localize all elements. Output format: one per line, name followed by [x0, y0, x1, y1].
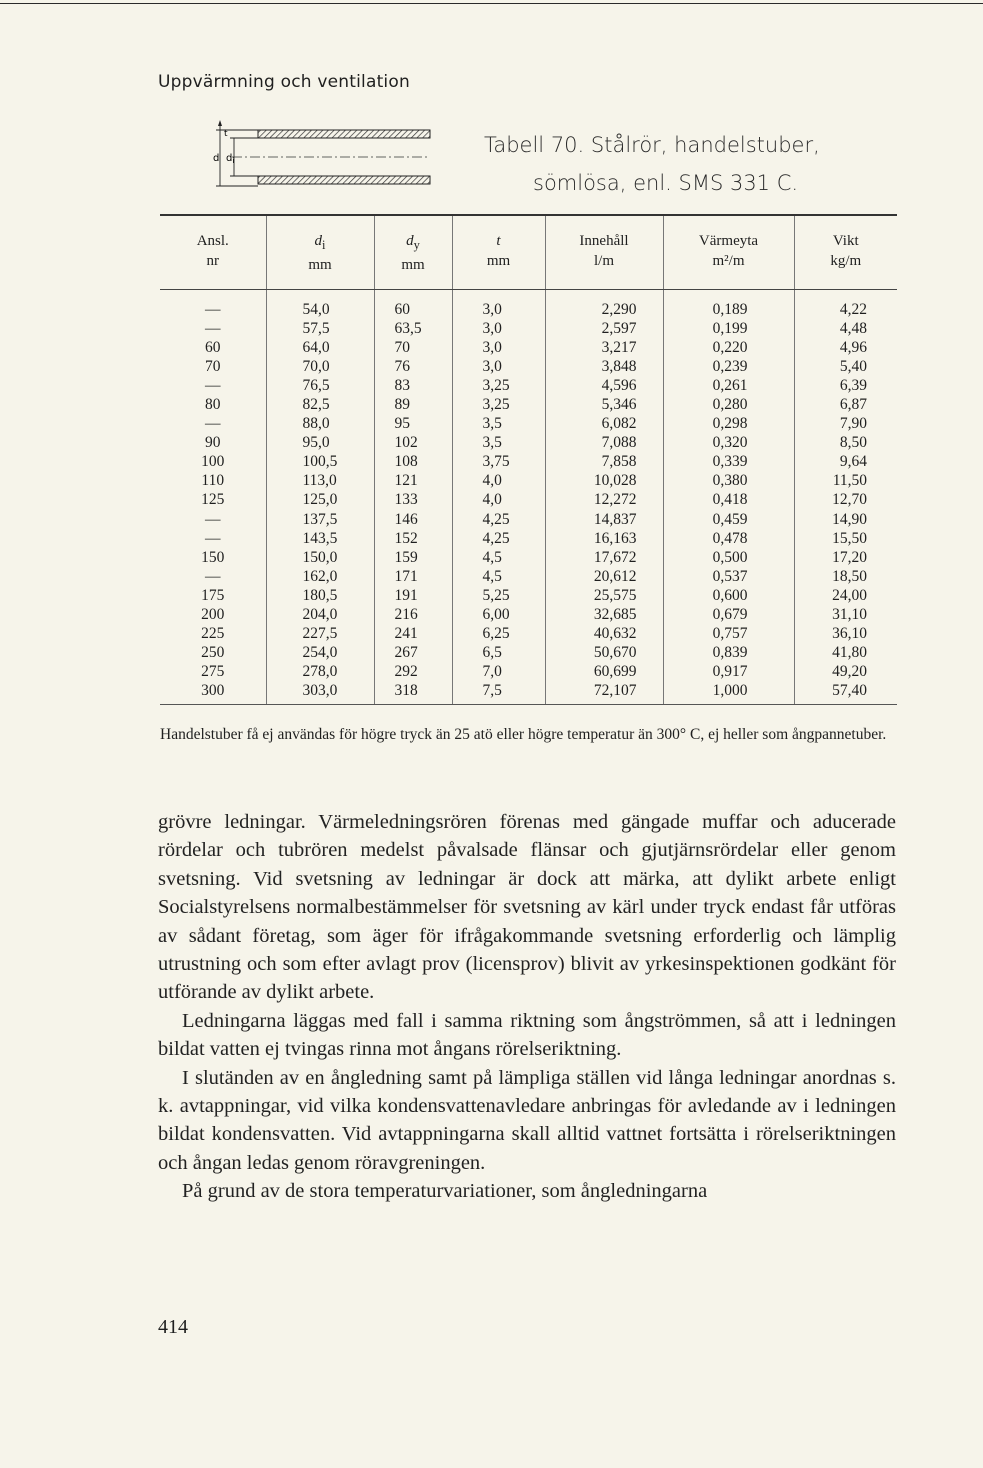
cell-outer-diameter: 70: [374, 338, 452, 357]
cell-outer-diameter: 159: [374, 548, 452, 567]
cell-inner-diameter: 64,0: [266, 338, 374, 357]
cell-inner-diameter: 76,5: [266, 376, 374, 395]
cell-outer-diameter: 146: [374, 510, 452, 529]
cell-weight: 41,80: [794, 643, 897, 662]
table-row: [160, 376, 897, 395]
cell-wall-thickness: 5,25: [452, 586, 545, 605]
cell-heating-surface: 0,459: [663, 510, 794, 529]
cell-wall-thickness: 3,25: [452, 376, 545, 395]
cell-weight: 8,50: [794, 433, 897, 452]
cell-inner-diameter: 82,5: [266, 395, 374, 414]
cell-inner-diameter: 278,0: [266, 662, 374, 681]
cell-weight: 15,50: [794, 529, 897, 548]
cell-heating-surface: 1,000: [663, 681, 794, 705]
cell-heating-surface: 0,298: [663, 414, 794, 433]
cell-heating-surface: 0,757: [663, 624, 794, 643]
table-row: [160, 471, 897, 490]
table-caption: [484, 126, 864, 202]
cell-inner-diameter: 162,0: [266, 567, 374, 586]
cell-ansl-nr: 300: [160, 681, 266, 705]
col-header-di: $d_i$ mm: [266, 215, 374, 290]
cell-weight: 5,40: [794, 357, 897, 376]
table-row: [160, 395, 897, 414]
cell-outer-diameter: 63,5: [374, 319, 452, 338]
cell-ansl-nr: 70: [205, 358, 221, 376]
cell-weight: 6,39: [794, 376, 897, 395]
cell-volume: 5,346: [545, 395, 663, 414]
cell-ansl-nr: —: [205, 301, 221, 319]
cell-outer-diameter: 76: [374, 357, 452, 376]
cell-volume: 72,107: [545, 681, 663, 705]
cell-weight: 4,96: [794, 338, 897, 357]
cell-inner-diameter: 125,0: [266, 490, 374, 509]
col-header-vikt: Vikt kg/m: [794, 215, 897, 290]
cell-weight: 4,48: [794, 319, 897, 338]
cell-ansl-nr: 60: [205, 339, 221, 357]
cell-weight: 17,20: [794, 548, 897, 567]
cell-outer-diameter: 83: [374, 376, 452, 395]
table-row: [160, 643, 897, 662]
cell-heating-surface: 0,320: [663, 433, 794, 452]
cell-inner-diameter: 204,0: [266, 605, 374, 624]
cell-volume: 7,858: [545, 452, 663, 471]
cell-volume: 14,837: [545, 510, 663, 529]
table-footnote: Handelstuber få ej användas för högre tryck än 25 atö eller högre temperatur än 300° C, ej heller som ångpannetuber.: [160, 726, 887, 743]
cell-volume: 32,685: [545, 605, 663, 624]
cell-heating-surface: 0,478: [663, 529, 794, 548]
cell-outer-diameter: 152: [374, 529, 452, 548]
cell-heating-surface: 0,261: [663, 376, 794, 395]
cell-ansl-nr: 100: [201, 453, 225, 471]
cell-weight: 7,90: [794, 414, 897, 433]
diagram-label-t: t: [224, 129, 228, 139]
cell-volume: 25,575: [545, 586, 663, 605]
cell-wall-thickness: 3,25: [452, 395, 545, 414]
table-row: [160, 452, 897, 471]
cell-heating-surface: 0,679: [663, 605, 794, 624]
cell-heating-surface: 0,220: [663, 338, 794, 357]
cell-heating-surface: 0,380: [663, 471, 794, 490]
paragraph: Ledningarna läggas med fall i samma riktning som ångströmmen, så att i ledningen bildat vatten ej tvingas rinna mot ångans rörelseriktning.: [158, 1009, 896, 1061]
cell-ansl-nr: —: [205, 320, 221, 338]
col-header-varmeyta: Värmeyta m²/m: [663, 215, 794, 290]
cell-weight: 12,70: [794, 490, 897, 509]
cell-ansl-nr: 125: [201, 491, 225, 509]
cell-ansl-nr: —: [205, 377, 221, 395]
cell-inner-diameter: 95,0: [266, 433, 374, 452]
cell-ansl-nr: 90: [205, 434, 221, 452]
cell-volume: 60,699: [545, 662, 663, 681]
diagram-label-di-sub: i: [232, 157, 235, 165]
cell-outer-diameter: 89: [374, 395, 452, 414]
table-row: [160, 681, 897, 705]
table-row: [160, 290, 897, 320]
table-row: [160, 510, 897, 529]
cell-ansl-nr: 200: [201, 605, 225, 623]
cell-inner-diameter: 180,5: [266, 586, 374, 605]
cell-outer-diameter: 318: [374, 681, 452, 705]
cell-volume: 3,848: [545, 357, 663, 376]
paragraph: I slutänden av en ångledning samt på lämpliga ställen vid långa ledningar anordnas s. k. avtappningar, vid vilka kondensvattenavledare anbringas för avledande av i ledningen bildat kondensvatten. Vid avtappningarna skall alltid vattnet fortsätta i rörelseriktningen och ångan ledas genom röravgreningen.: [158, 1066, 896, 1174]
cell-inner-diameter: 54,0: [266, 290, 374, 320]
cell-inner-diameter: 150,0: [266, 548, 374, 567]
cell-wall-thickness: 3,5: [452, 414, 545, 433]
cell-inner-diameter: 254,0: [266, 643, 374, 662]
caption-line-2: sömlösa, enl. SMS 331 C.: [533, 171, 799, 195]
cell-wall-thickness: 4,0: [452, 490, 545, 509]
cell-wall-thickness: 4,25: [452, 529, 545, 548]
pipe-table-wrapper: [160, 214, 897, 705]
table-row: [160, 567, 897, 586]
cell-ansl-nr: —: [205, 529, 221, 547]
cell-weight: 24,00: [794, 586, 897, 605]
cell-ansl-nr: 225: [201, 624, 225, 642]
cell-inner-diameter: 143,5: [266, 529, 374, 548]
cell-ansl-nr: 150: [201, 548, 225, 566]
page-number: 414: [158, 1316, 188, 1338]
cell-wall-thickness: 3,5: [452, 433, 545, 452]
cell-heating-surface: 0,537: [663, 567, 794, 586]
cell-wall-thickness: 3,75: [452, 452, 545, 471]
cell-volume: 40,632: [545, 624, 663, 643]
cell-wall-thickness: 7,5: [452, 681, 545, 705]
col-header-ansl: Ansl. nr: [160, 215, 266, 290]
table-row: [160, 338, 897, 357]
cell-inner-diameter: 70,0: [266, 357, 374, 376]
cell-weight: 9,64: [794, 452, 897, 471]
cell-outer-diameter: 267: [374, 643, 452, 662]
cell-wall-thickness: 3,0: [452, 357, 545, 376]
cell-inner-diameter: 227,5: [266, 624, 374, 643]
col-header-t: t mm: [452, 215, 545, 290]
cell-outer-diameter: 292: [374, 662, 452, 681]
cell-volume: 50,670: [545, 643, 663, 662]
cell-volume: 2,290: [545, 290, 663, 320]
cell-outer-diameter: 216: [374, 605, 452, 624]
cell-volume: 16,163: [545, 529, 663, 548]
cell-outer-diameter: 241: [374, 624, 452, 643]
cell-heating-surface: 0,600: [663, 586, 794, 605]
cell-wall-thickness: 6,25: [452, 624, 545, 643]
cell-heating-surface: 0,917: [663, 662, 794, 681]
col-header-innehall: Innehåll l/m: [545, 215, 663, 290]
cell-inner-diameter: 113,0: [266, 471, 374, 490]
body-text: [158, 808, 896, 1206]
table-row: [160, 414, 897, 433]
cell-volume: 7,088: [545, 433, 663, 452]
cell-heating-surface: 0,199: [663, 319, 794, 338]
cell-outer-diameter: 191: [374, 586, 452, 605]
cell-inner-diameter: 88,0: [266, 414, 374, 433]
svg-text:di: [226, 153, 234, 165]
cell-outer-diameter: 102: [374, 433, 452, 452]
table-row: [160, 605, 897, 624]
cell-heating-surface: 0,500: [663, 548, 794, 567]
table-row: [160, 548, 897, 567]
cell-outer-diameter: 95: [374, 414, 452, 433]
cell-wall-thickness: 4,25: [452, 510, 545, 529]
cell-wall-thickness: 3,0: [452, 290, 545, 320]
cell-volume: 10,028: [545, 471, 663, 490]
cell-ansl-nr: —: [205, 510, 221, 528]
table-row: [160, 624, 897, 643]
cell-ansl-nr: 80: [205, 396, 221, 414]
cell-weight: 18,50: [794, 567, 897, 586]
cell-volume: 17,672: [545, 548, 663, 567]
table-row: [160, 357, 897, 376]
running-head: Uppvärmning och ventilation: [158, 72, 410, 92]
cell-wall-thickness: 6,5: [452, 643, 545, 662]
cell-wall-thickness: 4,5: [452, 567, 545, 586]
paragraph: På grund av de stora temperaturvariationer, som ångledningarna: [182, 1180, 708, 1203]
cell-ansl-nr: —: [205, 415, 221, 433]
cell-heating-surface: 0,839: [663, 643, 794, 662]
table-row: [160, 433, 897, 452]
table-row: [160, 662, 897, 681]
cell-ansl-nr: —: [205, 567, 221, 585]
cell-heating-surface: 0,239: [663, 357, 794, 376]
cell-wall-thickness: 7,0: [452, 662, 545, 681]
cell-volume: 12,272: [545, 490, 663, 509]
cell-volume: 3,217: [545, 338, 663, 357]
cell-heating-surface: 0,280: [663, 395, 794, 414]
cell-wall-thickness: 3,0: [452, 319, 545, 338]
cell-weight: 36,10: [794, 624, 897, 643]
cell-weight: 6,87: [794, 395, 897, 414]
cell-inner-diameter: 303,0: [266, 681, 374, 705]
cell-volume: 6,082: [545, 414, 663, 433]
cell-weight: 57,40: [794, 681, 897, 705]
col-header-dy: $d_y$ mm: [374, 215, 452, 290]
top-rule: [0, 3, 983, 4]
pipe-cross-section-diagram: [212, 116, 434, 192]
pipe-dimensions-table: [160, 214, 897, 705]
cell-weight: 11,50: [794, 471, 897, 490]
cell-ansl-nr: 275: [201, 662, 225, 680]
cell-outer-diameter: 108: [374, 452, 452, 471]
caption-line-1: Tabell 70. Stålrör, handelstuber,: [484, 133, 820, 157]
cell-volume: 20,612: [545, 567, 663, 586]
table-row: [160, 529, 897, 548]
cell-ansl-nr: 110: [201, 472, 225, 490]
cell-inner-diameter: 57,5: [266, 319, 374, 338]
cell-outer-diameter: 60: [374, 290, 452, 320]
cell-weight: 4,22: [794, 290, 897, 320]
paragraph: grövre ledningar. Värmeledningsrören förenas med gängade muffar och aducerade rördelar och tubrören medelst påvalsade flänsar och gjutjärnsrördelar eller genom svetsning. Vid svetsning av ledningar är dock att märka, att dylikt arbete enligt Socialstyrelsens normalbestämmelser för svetsning av kärl under tryck endast får utföras av sådant företag, som äger för ifrågakommande svetsning erforderlig och lämplig utrustning och som efter avlagt prov (licensprov) blivit av yrkesinspektionen godkänt för utförande av dylikt arbete.: [158, 811, 896, 1004]
cell-ansl-nr: 250: [201, 643, 225, 661]
cell-heating-surface: 0,339: [663, 452, 794, 471]
cell-inner-diameter: 137,5: [266, 510, 374, 529]
cell-weight: 31,10: [794, 605, 897, 624]
table-row: [160, 490, 897, 509]
cell-weight: 49,20: [794, 662, 897, 681]
diagram-label-di: d: [226, 153, 233, 164]
cell-wall-thickness: 4,5: [452, 548, 545, 567]
cell-heating-surface: 0,418: [663, 490, 794, 509]
table-row: [160, 586, 897, 605]
cell-outer-diameter: 121: [374, 471, 452, 490]
cell-volume: 4,596: [545, 376, 663, 395]
cell-inner-diameter: 100,5: [266, 452, 374, 471]
diagram-label-d: d: [213, 153, 220, 164]
cell-outer-diameter: 133: [374, 490, 452, 509]
cell-wall-thickness: 6,00: [452, 605, 545, 624]
cell-wall-thickness: 3,0: [452, 338, 545, 357]
table-row: [160, 319, 897, 338]
cell-wall-thickness: 4,0: [452, 471, 545, 490]
table-body: [160, 290, 897, 705]
cell-ansl-nr: 175: [201, 586, 225, 604]
table-header-row: [160, 215, 897, 290]
cell-volume: 2,597: [545, 319, 663, 338]
cell-heating-surface: 0,189: [663, 290, 794, 320]
cell-weight: 14,90: [794, 510, 897, 529]
cell-outer-diameter: 171: [374, 567, 452, 586]
